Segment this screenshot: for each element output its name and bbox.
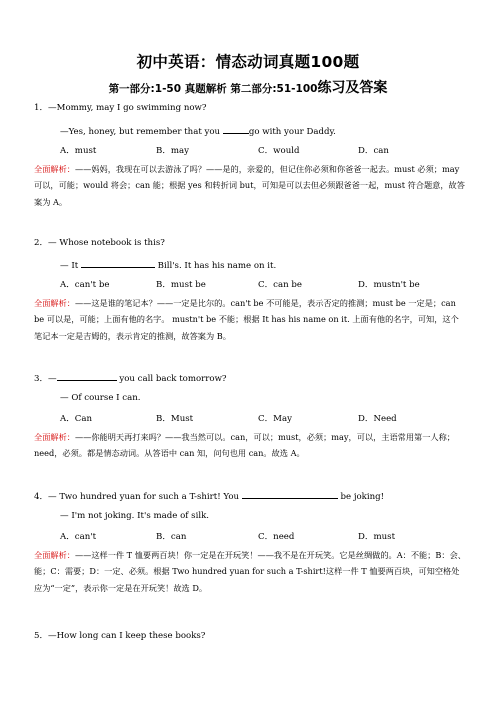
- document-title: 初中英语：情态动词真题100题: [136, 53, 360, 71]
- answer-blank: [81, 258, 155, 268]
- analysis-label: 全面解析：: [34, 298, 75, 308]
- analysis-label: 全面解析：: [34, 432, 75, 442]
- q1-option-a: A．must: [60, 146, 97, 156]
- q4-analysis: 全面解析：——这样一件 T 恤要两百块！你一定是在开玩笑！——我不是在开玩笑。它是丝绸做的。A：不能；B：会、能；C：需要；D：一定、必须。根据 Two hundred yuan for such a T-shirt!这样一件 T 恤要两百块，可知空格处应为“一定”，表示你一定是在开玩笑！故选 D。: [34, 550, 466, 593]
- answer-blank: [223, 124, 249, 134]
- q3-analysis: 全面解析：——你能明天再打来吗？——我当然可以。can，可以；must，必须；may，可以，主语常用第一人称；need，必须。都是情态动词。从答语中 can 知，问句也用 can。故选 A。: [34, 432, 455, 459]
- q3-reply: — Of course I can.: [60, 393, 141, 403]
- q3-option-b: B．Must: [156, 414, 194, 424]
- analysis-label: 全面解析：: [34, 550, 75, 560]
- q1-analysis: 全面解析：——妈妈，我现在可以去游泳了吗？——是的，亲爱的，但记住你必须和你爸爸一起去。must 必须；may 可以，可能；would 将会；can 能；根据 yes 和转折词 but，可知是可以去但必须跟爸爸一起，must 符合题意，故答案为 A。: [34, 164, 465, 207]
- q4-stem: 4．— Two hundred yuan for such a T-shirt! You be joking!: [34, 489, 384, 503]
- q1-option-d: D．can: [358, 146, 389, 156]
- q2-option-d: D．mustn't be: [358, 280, 420, 290]
- q3-option-d: D．Need: [358, 414, 397, 424]
- q4-reply: — I'm not joking. It's made of silk.: [60, 511, 210, 521]
- q2-option-c: C．can be: [258, 280, 302, 290]
- q2-analysis: 全面解析：——这是谁的笔记本？——一定是比尔的。can't be 不可能是，表示否定的推测；must be 一定是；can be 可以是，可能；上面有他的名字。 mustn't be 不能；根据 It has his name on it. 上面有他的名字，可知，这个笔记本一定是吉姆的，表示肯定的推测，故答案为 B。: [34, 298, 459, 341]
- q3-stem: 3．— you call back tomorrow?: [34, 371, 227, 385]
- q4-option-a: A．can't: [60, 532, 97, 542]
- subtitle-part-answers: 练习及答案: [317, 80, 388, 96]
- answer-blank: [242, 489, 338, 499]
- q2-stem: 2．— Whose notebook is this?: [34, 238, 165, 248]
- q1-reply: —Yes, honey, but remember that you go with your Daddy.: [60, 124, 336, 138]
- q1-option-c: C．would: [258, 146, 300, 156]
- q4-option-b: B．can: [156, 532, 187, 542]
- q2-option-b: B．must be: [156, 280, 206, 290]
- q4-option-d: D．must: [358, 532, 396, 542]
- q1-option-b: B．may: [156, 146, 190, 156]
- q3-option-a: A．Can: [60, 414, 93, 424]
- q2-reply: — It Bill's. It has his name on it.: [60, 258, 276, 272]
- q3-option-c: C．May: [258, 414, 292, 424]
- q1-stem: 1．—Mommy, may I go swimming now?: [34, 103, 207, 113]
- subtitle-part-range: 第一部分:1-50 真题解析 第二部分:51-100: [108, 83, 318, 95]
- analysis-label: 全面解析：: [34, 164, 75, 174]
- q2-option-a: A．can't be: [60, 280, 110, 290]
- answer-blank: [57, 371, 117, 381]
- q5-stem: 5．—How long can I keep these books?: [34, 631, 206, 641]
- document-subtitle: [0, 77, 496, 97]
- q4-option-c: C．need: [258, 532, 295, 542]
